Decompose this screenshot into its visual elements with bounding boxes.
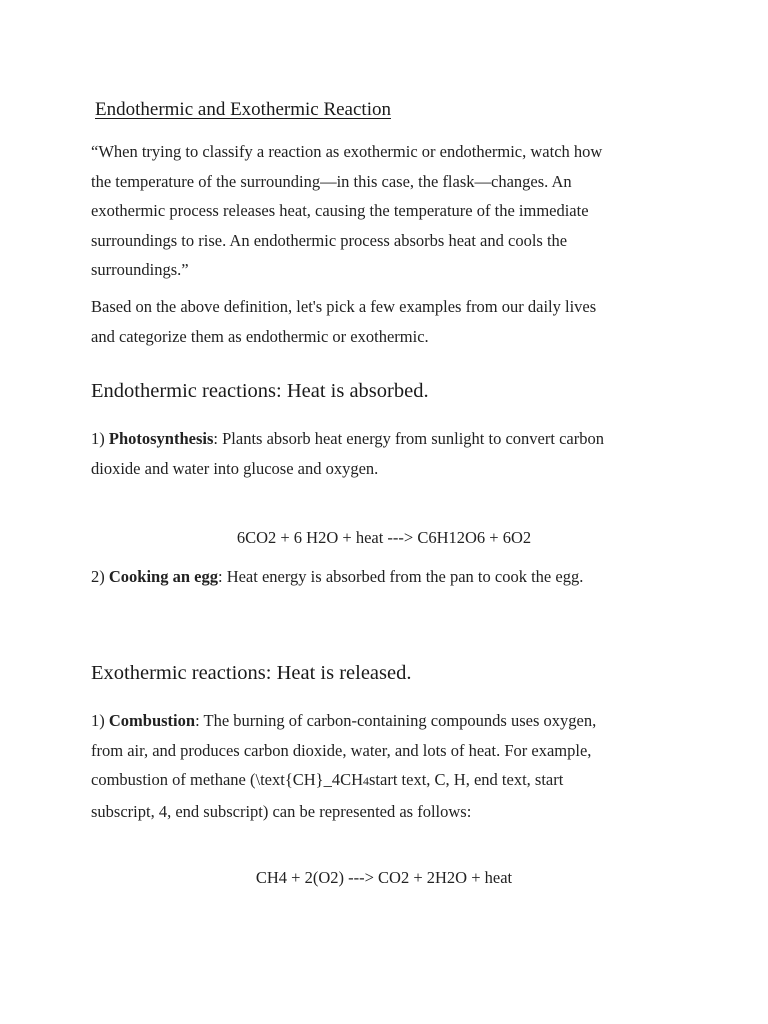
combustion-line: subscript, 4, end subscript) can be represented as follows: bbox=[91, 801, 472, 821]
item-term: Photosynthesis bbox=[108, 429, 214, 448]
photosynthesis-line: dioxide and water into glucose and oxygen. bbox=[91, 458, 379, 478]
cooking-egg-item bbox=[91, 562, 711, 592]
combustion-text: combustion of methane (\text{CH}_4CH bbox=[91, 770, 364, 789]
combustion-item bbox=[91, 706, 711, 826]
photosynthesis-equation: 6CO2 + 6 H2O + heat ---> C6H12O6 + 6O2 bbox=[236, 528, 532, 547]
combustion-line: from air, and produces carbon dioxide, water, and lots of heat. For example, bbox=[91, 740, 592, 760]
item-text: : The burning of carbon-containing compounds uses oxygen, bbox=[195, 711, 597, 730]
cooking-egg-line bbox=[91, 562, 711, 592]
definition-quote bbox=[91, 137, 711, 285]
quote-line: surroundings.” bbox=[91, 260, 189, 279]
photosynthesis-item bbox=[91, 424, 711, 483]
item-number: 2) bbox=[91, 567, 109, 586]
page-title: Endothermic and Exothermic Reaction bbox=[95, 99, 391, 120]
item-text: : Plants absorb heat energy from sunlight to convert carbon bbox=[213, 429, 604, 448]
endothermic-heading: Endothermic reactions: Heat is absorbed. bbox=[91, 380, 429, 402]
item-number: 1) bbox=[91, 429, 109, 448]
exothermic-heading: Exothermic reactions: Heat is released. bbox=[91, 662, 412, 684]
combustion-line bbox=[91, 765, 711, 797]
combustion-line bbox=[91, 706, 711, 736]
intro-paragraph bbox=[91, 292, 711, 351]
quote-line: exothermic process releases heat, causing the temperature of the immediate bbox=[91, 201, 589, 220]
intro-line: and categorize them as endothermic or exothermic. bbox=[91, 326, 429, 346]
photosynthesis-line bbox=[91, 424, 711, 454]
combustion-equation: CH4 + 2(O2) ---> CO2 + 2H2O + heat bbox=[255, 868, 513, 887]
item-number: 1) bbox=[91, 711, 109, 730]
item-term: Cooking an egg bbox=[108, 567, 218, 586]
subscript-text: 4 bbox=[363, 774, 370, 788]
combustion-text: start text, C, H, end text, start bbox=[369, 770, 564, 789]
quote-line: “When trying to classify a reaction as exothermic or endothermic, watch how bbox=[91, 142, 603, 161]
quote-line: the temperature of the surrounding—in this case, the flask—changes. An bbox=[91, 171, 572, 191]
quote-line: surroundings to rise. An endothermic process absorbs heat and cools the bbox=[91, 230, 568, 250]
item-term: Combustion bbox=[108, 711, 196, 730]
item-text: : Heat energy is absorbed from the pan to cook the egg. bbox=[217, 567, 584, 586]
intro-line: Based on the above definition, let's pick a few examples from our daily lives bbox=[91, 297, 597, 316]
